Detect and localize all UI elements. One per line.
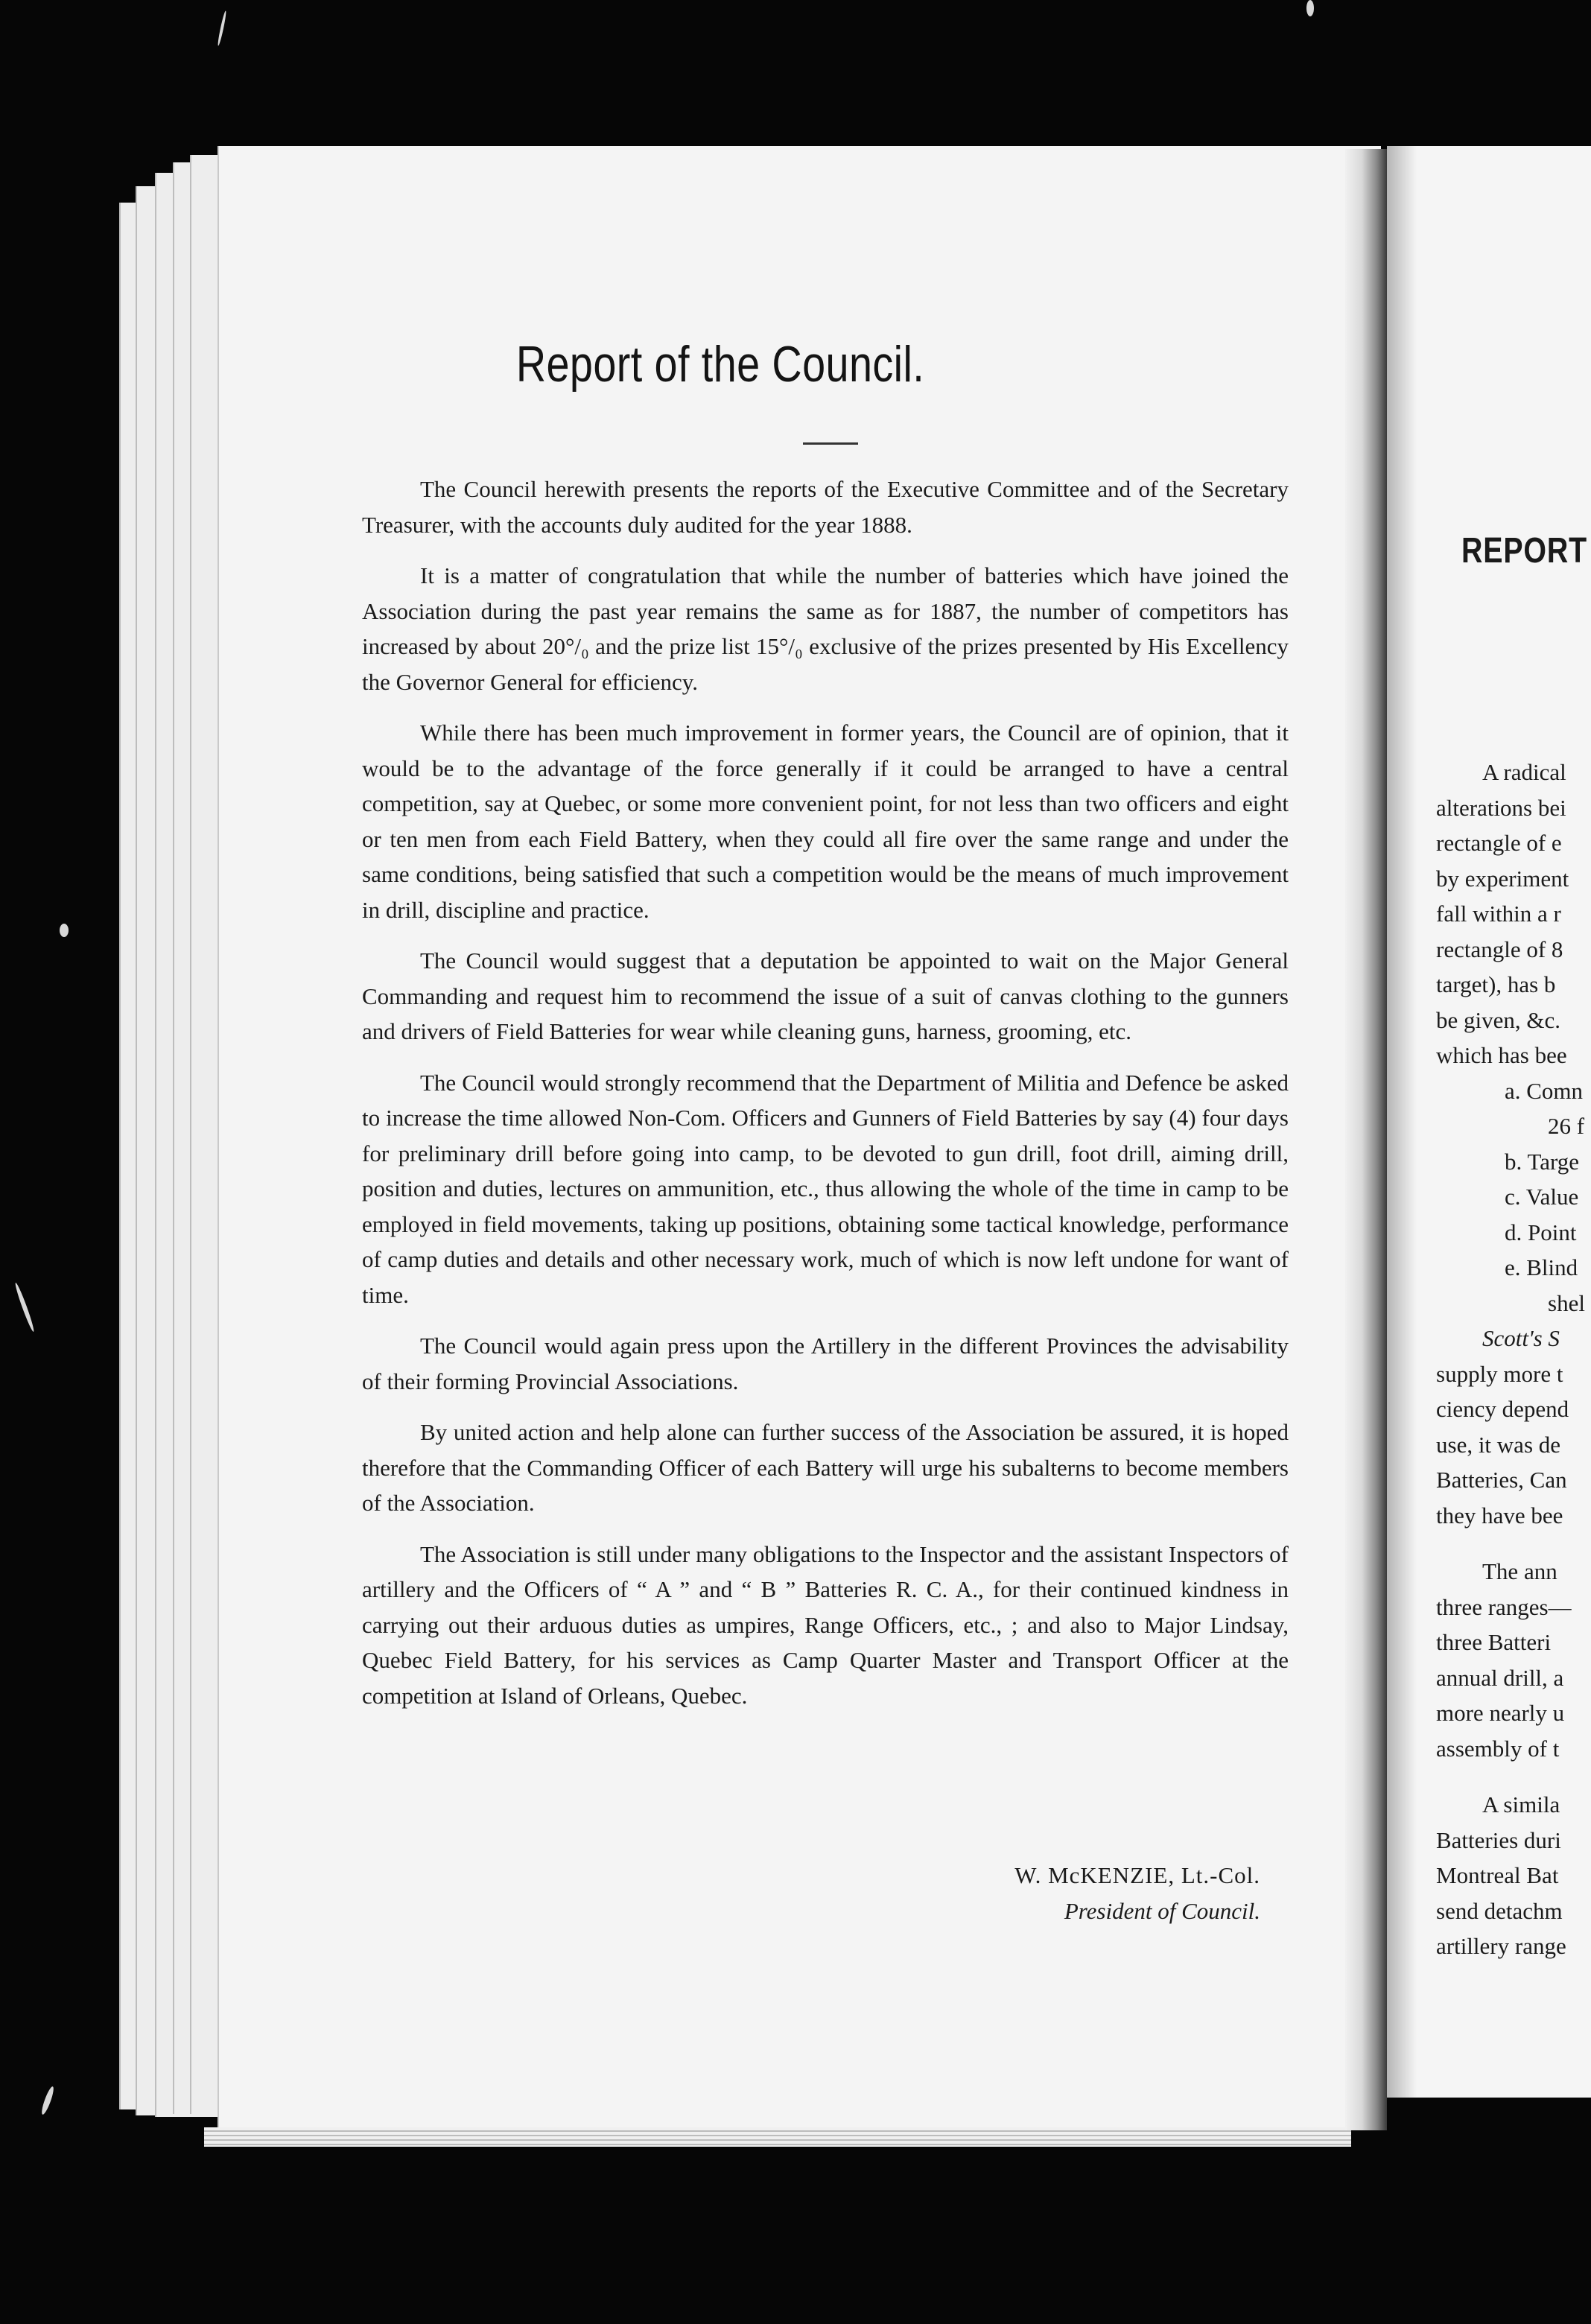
paragraph: The Council would again press upon the Artillery in the different Provinces the advisability of their forming Provincial Associations. (362, 1333, 1289, 1394)
text-line: A simila (1482, 1791, 1560, 1817)
text-line: use, it was de (1436, 1431, 1561, 1458)
text-line: e. Blind (1505, 1254, 1578, 1280)
text-line: A radical (1482, 759, 1566, 785)
paragraph: The Council would strongly recommend that the Department of Militia and Defence be asked to increase the time allowed Non-Com. Officers and Gunners of Field Batteries by say (4) four days for preliminary drill before going into camp, to be devoted to gun drill, foot drill, aiming drill, position and duties, lectures on ammunition, etc., thus allowing the whole of the time in camp to be employed in field movements, taking up positions, obtaining some tactical knowledge, performance of camp duties and details and other necessary work, much of which is now left undone for want of time. (362, 1069, 1289, 1308)
text-line: which has bee (1436, 1042, 1567, 1068)
scan-speck (1306, 0, 1314, 16)
text-line: ciency depend (1436, 1396, 1569, 1422)
report-body (362, 472, 1289, 1729)
signature-name: W. McKENZIE, Lt.-Col. (1014, 1862, 1260, 1888)
text-line: d. Point (1505, 1219, 1577, 1245)
text-line: annual drill, a (1436, 1664, 1564, 1691)
text-line: three ranges— (1436, 1593, 1572, 1620)
text-line: target), has b (1436, 971, 1556, 997)
text-line: by experiment (1436, 865, 1569, 892)
text-line: 26 f (1548, 1113, 1585, 1139)
text-line: three Batteri (1436, 1629, 1552, 1655)
text-line: Batteries duri (1436, 1826, 1561, 1853)
text-line: a. Comn (1505, 1077, 1584, 1104)
page-bottom-edges (204, 2127, 1351, 2147)
text-line: artillery range (1436, 1933, 1566, 1959)
scan-speck (60, 924, 69, 937)
text-line: they have bee (1436, 1502, 1563, 1528)
paragraph: It is a matter of congratulation that while the number of batteries which have joined the Association during the past year remains the same as for 1887, the number of competitors has increased by about 20°/₀ and the prize list 15°/₀ exclusive of the prizes presented by His Excellency the Governor General for efficiency. (362, 562, 1289, 695)
text-line: b. Targe (1505, 1148, 1579, 1175)
text-line: Batteries, Can (1436, 1467, 1567, 1493)
paragraph: The Association is still under many obligations to the Inspector and the assistant Inspectors of artillery and the Officers of “ A ” and “ B ” Batteries R. C. A., for their continued kindness in carrying out their arduous duties as umpires, Range Officers, etc., ; and also to Major Lindsay, Quebec Field Battery, for his services as Camp Quarter Master and Transport Officer at the competition at Island of Orleans, Quebec. (362, 1540, 1289, 1709)
text-line: c. Value (1505, 1184, 1579, 1210)
text-line: supply more t (1436, 1360, 1563, 1387)
text-line: rectangle of e (1436, 830, 1562, 856)
scan-speck (39, 2086, 55, 2115)
scan-speck (217, 10, 227, 46)
right-page-text (1436, 755, 1591, 1964)
text-line: shel (1548, 1289, 1585, 1316)
paragraph: The Council would suggest that a deputation be appointed to wait on the Major General Commanding and request him to recommend the issue of a suit of canvas clothing to the gunners and drivers of Field Batteries for wear while cleaning guns, harness, grooming, etc. (362, 947, 1289, 1044)
text-line: alterations bei (1436, 794, 1566, 821)
text-line: Montreal Bat (1436, 1862, 1559, 1888)
text-line: assembly of t (1436, 1735, 1560, 1762)
book-gutter (1345, 149, 1387, 2130)
signature-role: President of Council. (1064, 1898, 1260, 1924)
text-line: Scott's S (1482, 1325, 1560, 1351)
scan-speck (13, 1282, 36, 1333)
text-line: more nearly u (1436, 1700, 1565, 1726)
paragraph: While there has been much improvement in former years, the Council are of opinion, that it would be to the advantage of the force generally if it could be arranged to have a central competition, say at Quebec, or some more convenient point, for not less than two officers and eight or ten men from each Field Battery, when they could all fire over the same range and under the same conditions, being satisfied that such a competition would be the means of much improvement in drill, discipline and practice. (362, 720, 1289, 923)
paragraph: The Council herewith presents the reports of the Executive Committee and of the Secretary Treasurer, with the accounts duly audited for the year 1888. (362, 476, 1289, 538)
page-shadow (1387, 146, 1417, 2098)
paragraph: By united action and help alone can further success of the Association be assured, it is hoped therefore that the Commanding Officer of each Battery will urge his subalterns to become members of the Association. (362, 1419, 1289, 1516)
text-line: send detachm (1436, 1897, 1563, 1924)
text-line: be given, &c. (1436, 1006, 1561, 1033)
text-line: rectangle of 8 (1436, 936, 1563, 962)
title-rule (803, 442, 858, 445)
text-line: fall within a r (1436, 901, 1561, 927)
right-page-heading: REPORT (1461, 531, 1587, 571)
text-line: The ann (1482, 1558, 1557, 1584)
page-title: Report of the Council. (515, 336, 925, 393)
